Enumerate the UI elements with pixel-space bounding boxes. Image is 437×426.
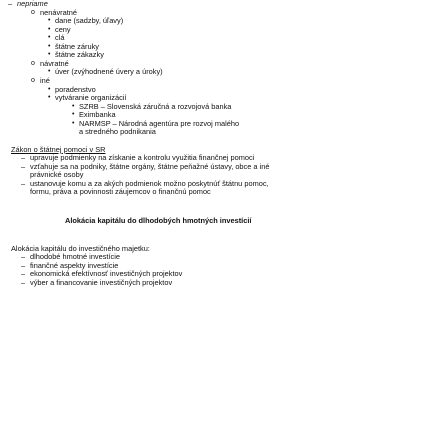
section-heading: Alokácia kapitálu do dlhodobých hmotných investícií — [65, 216, 252, 225]
list-item: • dane (sadzby, úľavy) — [55, 17, 123, 26]
zakon-item-continuation: právnické osoby — [30, 170, 84, 179]
list-item: • poradenstvo — [55, 86, 96, 95]
list-item: • úver (zvýhodnené úvery a úroky) — [55, 68, 163, 77]
zakon-item: – ustanovuje komu a za akých podmienok možno poskytnúť štátnu pomoc, — [30, 180, 269, 189]
org-item: • Eximbanka — [79, 111, 116, 120]
list-item: • štátne záruky — [55, 43, 99, 52]
zakon-item-continuation: formu, práva a povinnosti záujemcov o finančnú pomoc — [30, 187, 211, 196]
nepriame-item: – nepriame — [17, 0, 48, 9]
list-item: • štátne zákazky — [55, 51, 104, 60]
list-item: • vytváranie organizácií — [55, 94, 126, 103]
alokacia-item: – výber a financovanie investičných projektov — [30, 279, 172, 288]
zakon-item: – upravuje podmienky na získanie a kontrolu využitia finančnej pomoci — [30, 154, 254, 163]
ine-item: o iné — [40, 77, 50, 86]
org-item: • NARMSP – Národná agentúra pre rozvoj malého — [79, 120, 239, 129]
nenavratne-item: o nenávratné — [40, 9, 77, 18]
zakon-item: – vzťahuje sa na podniky, štátne orgány, štátne peňažné ústavy, obce a iné — [30, 163, 269, 172]
alokacia-intro: Alokácia kapitálu do investičného majetku: — [11, 244, 150, 253]
list-item: • clá — [55, 34, 64, 43]
org-item-continuation: a stredného podnikania — [79, 127, 156, 136]
zakon-title: Zákon o štátnej pomoci v SR — [11, 145, 106, 154]
org-item: • SZRB – Slovenská záručná a rozvojová banka — [79, 103, 231, 112]
alokacia-item: – finančné aspekty investície — [30, 262, 118, 271]
alokacia-item: – dlhodobé hmotné investície — [30, 253, 120, 262]
navratne-item: o návratné — [40, 60, 69, 69]
list-item: • ceny — [55, 26, 71, 35]
alokacia-item: – ekonomická efektívnosť investičných projektov — [30, 270, 182, 279]
